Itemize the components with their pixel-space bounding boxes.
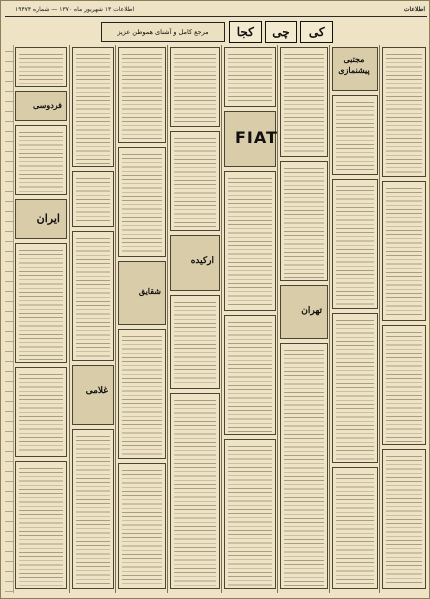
classified-ad: [224, 439, 276, 589]
classified-ad: [280, 161, 328, 281]
classified-ad: [332, 467, 378, 589]
classified-ad: [382, 325, 426, 445]
classified-ad: [118, 147, 166, 257]
fiat-logo: FIAT: [235, 128, 278, 147]
ad-heading-arkide: ارکیده: [190, 256, 214, 266]
ad-heading-pishnamaz: مجتبی پیشنمازی: [338, 54, 370, 75]
title-word-2: چی: [265, 21, 298, 43]
ad-heading-tehran: تهران: [301, 306, 322, 316]
classified-ad: [118, 47, 166, 143]
classified-ad: [332, 95, 378, 175]
ad-heading-gholami: غلامی: [85, 386, 108, 396]
classified-ad: [332, 47, 378, 91]
classified-ad: [224, 47, 276, 107]
classified-ad: [15, 367, 67, 457]
ad-heading-shaghayegh: شقایق: [138, 286, 161, 296]
classified-ad: [280, 343, 328, 589]
section-banner: مرجع کامل و آشنای هموطن عزیز: [101, 22, 225, 42]
classified-ad: [118, 261, 166, 325]
classified-ad: [15, 461, 67, 589]
column-4: [167, 45, 222, 593]
classified-ad: [382, 181, 426, 321]
classified-ad: [170, 393, 220, 589]
classified-ad: [15, 125, 67, 195]
date-line: اطلاعات ۱۳ شهریور ماه ۱۳۷۰ — شماره ۱۹۴۷۴: [15, 6, 135, 13]
section-title: [229, 21, 333, 43]
column-7: [329, 45, 380, 593]
classified-ad: [118, 463, 166, 589]
classified-ad: [72, 231, 114, 361]
ad-heading-iran: ایران: [36, 212, 60, 225]
classified-ad: [72, 47, 114, 167]
column-6: [277, 45, 330, 593]
header-rule: [5, 16, 427, 17]
classified-ad: [280, 285, 328, 339]
column-1: [13, 45, 69, 593]
classified-ad: [72, 365, 114, 425]
classified-ad: [72, 171, 114, 227]
column-2: [69, 45, 116, 593]
classified-ad: [72, 429, 114, 589]
paper-name: اطلاعات: [403, 6, 425, 13]
classified-ad: [15, 47, 67, 87]
classified-ad: [15, 91, 67, 121]
classified-ad: [332, 179, 378, 309]
classified-ad: [224, 111, 276, 167]
classified-ad: [15, 243, 67, 363]
classified-ad: [224, 171, 276, 311]
classified-ad: [332, 313, 378, 463]
ad-heading-ferdowsi: فردوسی: [32, 100, 62, 110]
column-3: [115, 45, 168, 593]
title-word-3: کجا: [229, 21, 262, 43]
classified-ad: [170, 295, 220, 389]
title-word-1: کی: [300, 21, 333, 43]
column-5: [221, 45, 278, 593]
page-header: [7, 6, 425, 15]
classified-ad: [224, 315, 276, 435]
classified-ad: [170, 131, 220, 231]
classified-ad: [170, 47, 220, 127]
classified-ad: [118, 329, 166, 459]
classified-ad: [382, 449, 426, 589]
classified-ad: [382, 47, 426, 177]
column-8: [379, 45, 428, 593]
classified-ad: [170, 235, 220, 291]
classified-ad: [280, 47, 328, 157]
classified-ad: [15, 199, 67, 239]
